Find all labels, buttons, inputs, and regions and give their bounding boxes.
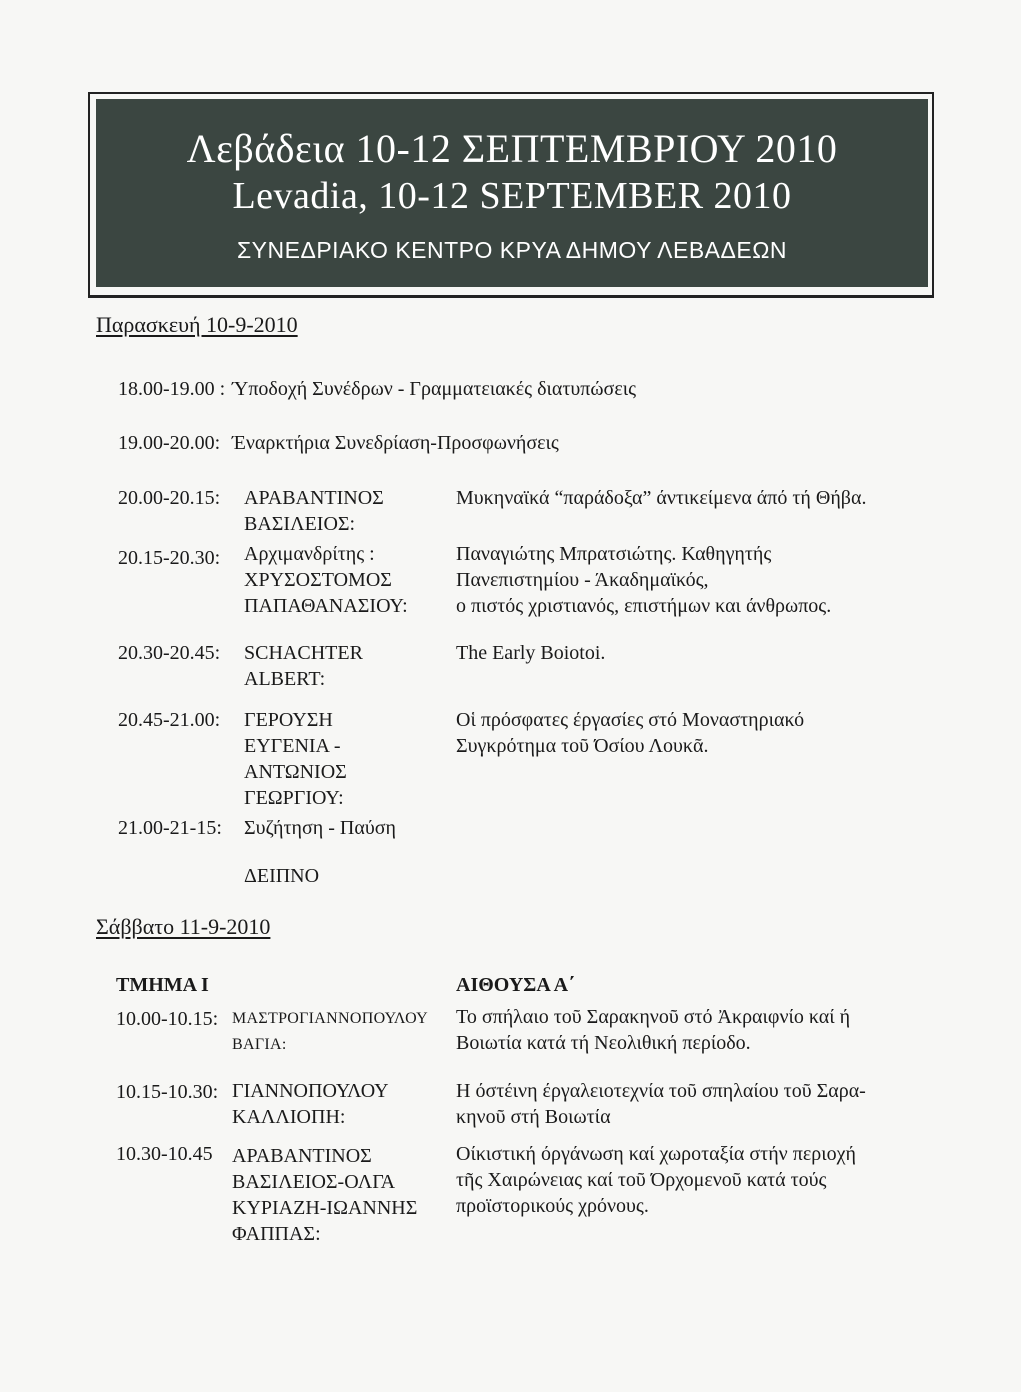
saturday-heading: Σάββατο 11-9-2010 [96, 914, 271, 939]
talk-title: Μυκηναϊκά “παράδοξα” άντικείμενα άπό τή Θήβα. [456, 487, 867, 509]
time-slot: 20.30-20.45: [118, 642, 221, 664]
friday-heading: Παρασκευή 10-9-2010 [96, 312, 298, 337]
speaker-name: ΑΡΑΒΑΝΤΙΝΟΣ ΒΑΣΙΛΕΙΟΣ: [244, 487, 384, 535]
time-slot: 21.00-21-15: [118, 817, 222, 839]
event-text: Έναρκτήρια Συνεδρίαση-Προσφωνήσεις [232, 432, 559, 454]
talk-title: Οίκιστική όργάνωση καί χωροταξία στήν περιοχή τῆς Χαιρώνειας καί τοῦ Όρχομενοῦ κατά τούς προϊστορικούς χρόνους. [456, 1143, 856, 1217]
speaker-name: ΜΑΣΤΡΟΓΙΑΝΝΟΠΟΥΛΟΥ ΒΑΓΙΑ: [232, 1010, 429, 1053]
time-slot: 20.45-21.00: [118, 709, 221, 731]
event-text: Ύποδοχή Συνέδρων - Γραμματειακές διατυπώσεις [232, 378, 637, 400]
time-slot: 10.30-10.45 [116, 1143, 213, 1165]
speaker-name: ΑΡΑΒΑΝΤΙΝΟΣ ΒΑΣΙΛΕΙΟΣ-ΟΛΓΑ ΚΥΡΙΑΖΗ-ΙΩΑΝΝΗΣ ΦΑΠΠΑΣ: [232, 1145, 418, 1245]
talk-title: Παναγιώτης Μπρατσιώτης. Καθηγητής Πανεπιστημίου - Άκαδημαϊκός, ο πιστός χριστιανός, επιστήμων και άνθρωπος. [456, 543, 832, 617]
speaker-name: SCHACHTER ALBERT: [244, 642, 363, 690]
section-label: ΤΜΗΜΑ Ι [116, 974, 209, 996]
time-slot: 19.00-20.00: [118, 432, 221, 454]
talk-title: The Early Boiotoi. [456, 642, 606, 664]
event-text: Συζήτηση - Παύση [244, 817, 396, 839]
dinner-label: ΔΕΙΠΝΟ [244, 865, 320, 887]
banner-title-english: Levadia, 10-12 SEPTEMBER 2010 [232, 175, 792, 217]
talk-title: Το σπήλαιο τοῦ Σαρακηνοῦ στό Ἀκραιφνίο καί ή Βοιωτία κατά τή Νεολιθική περίοδο. [456, 1006, 851, 1054]
speaker-name: ΓΕΡΟΥΣΗ ΕΥΓΕΝΙΑ - ΑΝΤΩΝΙΟΣ ΓΕΩΡΓΙΟΥ: [244, 709, 347, 809]
speaker-name: ΓΙΑΝΝΟΠΟΥΛΟΥ ΚΑΛΛΙΟΠΗ: [232, 1080, 389, 1128]
speaker-name: Αρχιμανδρίτης : ΧΡΥΣΟΣΤΟΜΟΣ ΠΑΠΑΘΑΝΑΣΙΟΥ: [244, 543, 408, 617]
talk-title: Οἱ πρόσφατες έργασίες στό Μοναστηριακό Συγκρότημα τοῦ Όσίου Λουκᾶ. [456, 709, 805, 757]
banner-title-greek: Λεβάδεια 10-12 ΣΕΠΤΕΜΒΡΙΟΥ 2010 [186, 126, 838, 171]
banner-venue: ΣΥΝΕΔΡΙΑΚΟ ΚΕΝΤΡΟ ΚΡΥΑ ΔΗΜΟΥ ΛΕΒΑΔΕΩΝ [236, 237, 788, 263]
time-slot: 10.15-10.30: [116, 1081, 219, 1103]
time-slot: 20.00-20.15: [118, 487, 221, 509]
time-slot: 20.15-20.30: [118, 547, 221, 569]
time-slot: 10.00-10.15: [116, 1008, 219, 1030]
hall-label: ΑΙΘΟΥΣΑ Α΄ [456, 974, 575, 996]
talk-title: Η όστέινη έργαλειοτεχνία τοῦ σπηλαίου τοῦ Σαρα- κηνοῦ στή Βοιωτία [456, 1080, 866, 1128]
time-slot: 18.00-19.00 : [118, 378, 226, 400]
conference-banner [96, 99, 928, 287]
